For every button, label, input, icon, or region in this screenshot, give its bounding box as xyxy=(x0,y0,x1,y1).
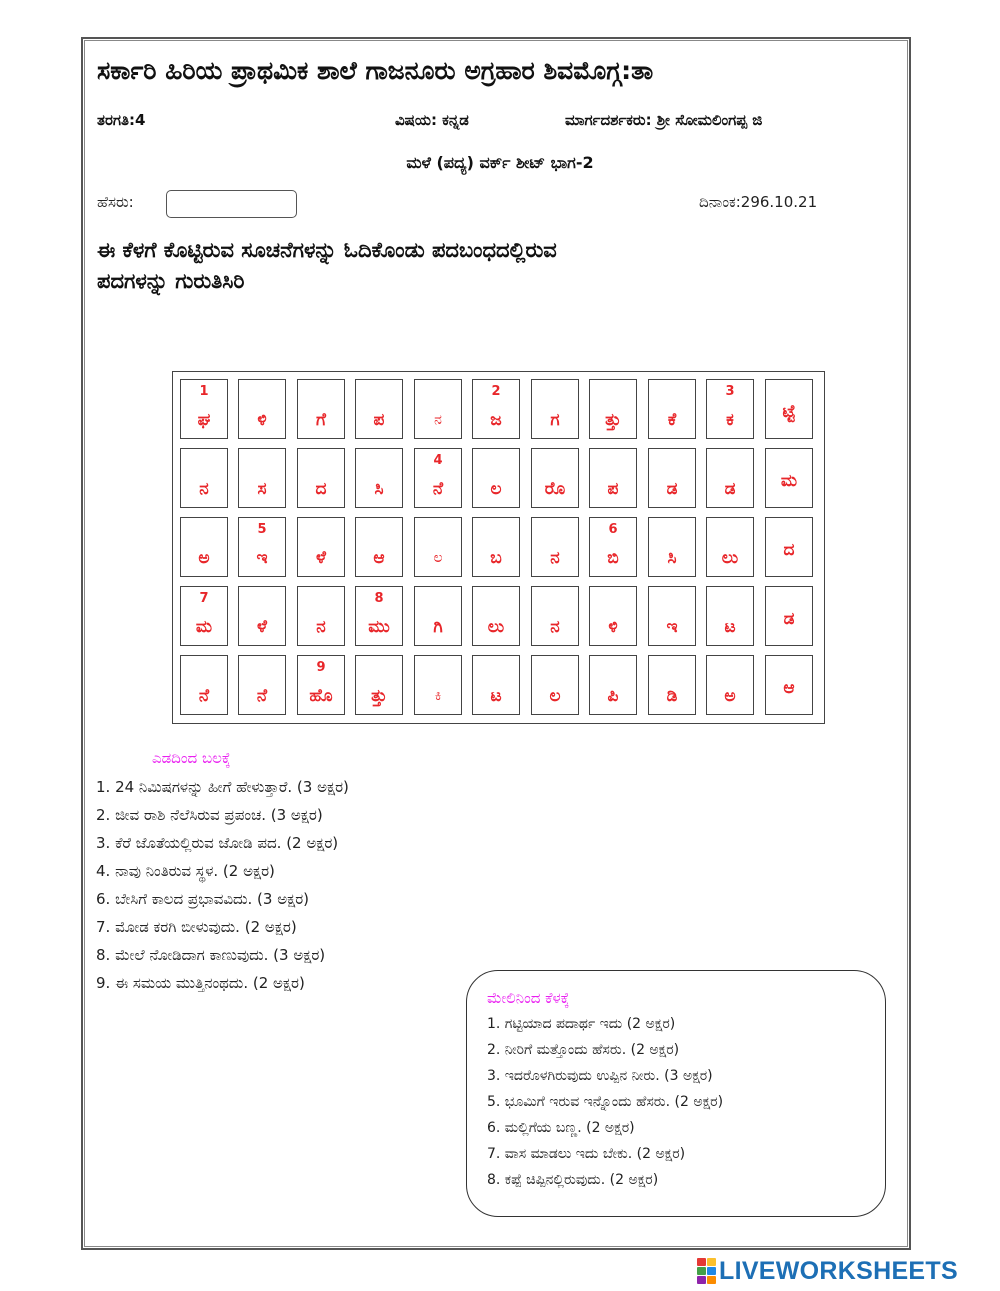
grid-cell[interactable] xyxy=(765,586,813,646)
grid-cell[interactable] xyxy=(472,655,520,715)
class-label: ತರಗತಿ:4 xyxy=(97,111,146,129)
grid-cell[interactable] xyxy=(355,586,403,646)
grid-cell-letter: ನ xyxy=(316,617,326,637)
grid-cell[interactable] xyxy=(238,379,286,439)
down-clue: 6. ಮಲ್ಲಿಗೆಯ ಬಣ್ಣ. (2 ಅಕ್ಷರ) xyxy=(487,1120,635,1136)
liveworksheets-logo-icon xyxy=(697,1258,715,1284)
grid-cell[interactable] xyxy=(706,517,754,577)
grid-cell[interactable] xyxy=(765,655,813,715)
name-label: ಹೆಸರು: xyxy=(97,193,134,211)
grid-cell[interactable] xyxy=(355,517,403,577)
grid-cell[interactable] xyxy=(180,655,228,715)
grid-cell-letter: ಘ xyxy=(197,410,211,430)
instruction-text xyxy=(97,235,857,297)
grid-cell-letter: ತ್ತು xyxy=(605,410,621,430)
grid-cell-letter: ಲ xyxy=(549,686,561,706)
grid-cell-letter: ದ xyxy=(315,479,327,499)
grid-cell-letter: ಮ xyxy=(780,471,798,491)
subject-label: ವಿಷಯ: ಕನ್ನಡ xyxy=(395,111,469,129)
grid-cell-letter: ನ xyxy=(434,412,442,428)
grid-cell-letter: ಡ xyxy=(724,479,736,499)
grid-cell[interactable] xyxy=(765,448,813,508)
grid-cell[interactable] xyxy=(706,655,754,715)
grid-cell-number: 4 xyxy=(433,453,443,468)
grid-cell-letter: ನ xyxy=(550,548,560,568)
grid-cell-letter: ಡ xyxy=(666,479,678,499)
grid-cell[interactable] xyxy=(472,379,520,439)
grid-cell[interactable] xyxy=(180,517,228,577)
grid-cell-letter: ಳಿ xyxy=(257,410,267,430)
grid-cell[interactable] xyxy=(297,655,345,715)
grid-cell[interactable] xyxy=(589,379,637,439)
grid-cell[interactable] xyxy=(355,448,403,508)
grid-cell[interactable] xyxy=(531,586,579,646)
grid-cell[interactable] xyxy=(589,517,637,577)
down-clue: 7. ವಾಸ ಮಾಡಲು ಇದು ಬೇಕು. (2 ಅಕ್ಷರ) xyxy=(487,1146,686,1162)
grid-cell[interactable] xyxy=(648,517,696,577)
date-label: ದಿನಾಂಕ:296.10.21 xyxy=(699,193,818,211)
grid-cell-letter: ಳಿ xyxy=(608,617,618,637)
down-clue: 2. ನೀರಿಗೆ ಮತ್ತೊಂದು ಹೆಸರು. (2 ಅಕ್ಷರ) xyxy=(487,1042,680,1058)
grid-cell-letter: ಳೆ xyxy=(316,548,326,568)
grid-cell-letter: ಪಿ xyxy=(607,686,619,706)
grid-cell-number: 7 xyxy=(199,591,209,606)
grid-cell-letter: ಲು xyxy=(721,548,739,568)
down-clue: 5. ಭೂಮಿಗೆ ಇರುವ ಇನ್ನೊಂದು ಹೆಸರು. (2 ಅಕ್ಷರ) xyxy=(487,1094,724,1110)
grid-cell-letter: ಆ xyxy=(373,548,385,568)
grid-cell[interactable] xyxy=(297,379,345,439)
grid-cell-letter: ಟ xyxy=(724,617,736,637)
grid-cell-letter: ಇ xyxy=(256,548,268,568)
grid-cell[interactable] xyxy=(648,379,696,439)
grid-cell[interactable] xyxy=(589,586,637,646)
grid-cell[interactable] xyxy=(765,517,813,577)
grid-cell[interactable] xyxy=(472,448,520,508)
down-heading: ಮೇಲಿನಿಂದ ಕೆಳಕ್ಕೆ xyxy=(487,989,570,1007)
across-clue: 3. ಕೆರೆ ಜೊತೆಯಲ್ಲಿರುವ ಜೋಡಿ ಪದ. (2 ಅಕ್ಷರ) xyxy=(96,834,339,852)
grid-cell-letter: ಡ xyxy=(783,609,795,629)
down-clue: 1. ಗಟ್ಟಿಯಾದ ಪದಾರ್ಥ ಇದು (2 ಅಕ್ಷರ) xyxy=(487,1016,676,1032)
grid-cell-letter: ಆ xyxy=(783,678,795,698)
across-heading: ಎಡದಿಂದ ಬಲಕ್ಕೆ xyxy=(152,749,231,767)
grid-cell-number: 1 xyxy=(199,384,209,399)
grid-cell[interactable] xyxy=(531,379,579,439)
grid-cell-letter: ಮು xyxy=(368,617,390,637)
liveworksheets-brand: LIVEWORKSHEETS xyxy=(719,1256,958,1285)
guide-label: ಮಾರ್ಗದರ್ಶಕರು: ಶ್ರೀ ಸೋಮಲಿಂಗಪ್ಪ ಜಿ xyxy=(565,111,763,129)
grid-cell[interactable] xyxy=(297,517,345,577)
grid-cell-letter: ಕ xyxy=(726,410,734,430)
grid-cell-letter: ಪ xyxy=(373,410,385,430)
liveworksheets-logo[interactable] xyxy=(697,1256,958,1286)
across-clue: 7. ಮೋಡ ಕರಗಿ ಬೀಳುವುದು. (2 ಅಕ್ಷರ) xyxy=(96,918,297,936)
grid-cell-letter: ಅ xyxy=(198,548,210,568)
down-clue: 8. ಕಪ್ಪೆ ಚಿಪ್ಪಿನಲ್ಲಿರುವುದು. (2 ಅಕ್ಷರ) xyxy=(487,1172,659,1188)
grid-cell-letter: ಸಿ xyxy=(374,479,384,499)
grid-cell[interactable] xyxy=(648,448,696,508)
name-input[interactable] xyxy=(166,190,297,218)
grid-cell[interactable] xyxy=(531,655,579,715)
across-clue: 1. 24 ನಿಮಿಷಗಳನ್ನು ಹೀಗೆ ಹೇಳುತ್ತಾರೆ. (3 ಅಕ್ಷರ) xyxy=(96,778,349,796)
grid-cell-letter: ರೊ xyxy=(544,479,566,499)
grid-cell[interactable] xyxy=(355,379,403,439)
grid-cell[interactable] xyxy=(472,586,520,646)
grid-cell-letter: ದ xyxy=(783,540,795,560)
grid-cell-letter: ನೆ xyxy=(432,479,444,499)
grid-cell-number: 8 xyxy=(374,591,384,606)
grid-cell-letter: ಗೆ xyxy=(316,410,326,430)
grid-cell-letter: ಕಿ xyxy=(434,688,442,704)
grid-cell-letter: ನೆ xyxy=(256,686,268,706)
grid-cell-letter: ಅ xyxy=(724,686,736,706)
grid-cell-letter: ಳೆ xyxy=(257,617,267,637)
crossword-grid xyxy=(172,371,825,724)
down-clue: 3. ಇದರೊಳಗಿರುವುದು ಉಪ್ಪಿನ ನೀರು. (3 ಅಕ್ಷರ) xyxy=(487,1068,713,1084)
grid-cell-letter: ಡಿ xyxy=(666,686,678,706)
grid-cell-letter: ಬ xyxy=(490,548,502,568)
grid-cell[interactable] xyxy=(414,586,462,646)
grid-cell[interactable] xyxy=(706,586,754,646)
across-clue: 9. ಈ ಸಮಯ ಮುತ್ತಿನಂಥದು. (2 ಅಕ್ಷರ) xyxy=(96,974,305,992)
grid-cell-letter: ಗಿ xyxy=(433,617,443,637)
grid-cell-letter: ಬಿ xyxy=(607,548,619,568)
grid-cell[interactable] xyxy=(180,379,228,439)
grid-cell[interactable] xyxy=(238,655,286,715)
grid-cell[interactable] xyxy=(414,517,462,577)
across-clue: 6. ಬೇಸಿಗೆ ಕಾಲದ ಪ್ರಭಾವವಿದು. (3 ಅಕ್ಷರ) xyxy=(96,890,309,908)
grid-cell-letter: ಸ xyxy=(257,479,267,499)
grid-cell[interactable] xyxy=(414,448,462,508)
grid-cell[interactable] xyxy=(297,448,345,508)
grid-cell[interactable] xyxy=(589,448,637,508)
grid-cell-number: 2 xyxy=(491,384,501,399)
grid-cell-number: 9 xyxy=(316,660,326,675)
across-clue: 2. ಜೀವ ರಾಶಿ ನೆಲೆಸಿರುವ ಪ್ರಪಂಚ. (3 ಅಕ್ಷರ) xyxy=(96,806,323,824)
grid-cell[interactable] xyxy=(297,586,345,646)
grid-cell-letter: ಲು xyxy=(487,617,505,637)
grid-cell[interactable] xyxy=(414,655,462,715)
across-clue: 8. ಮೇಲೆ ನೋಡಿದಾಗ ಕಾಣುವುದು. (3 ಅಕ್ಷರ) xyxy=(96,946,326,964)
grid-cell-letter: ಮ xyxy=(195,617,213,637)
grid-cell-number: 6 xyxy=(608,522,618,537)
grid-cell-letter: ಲ xyxy=(490,479,502,499)
grid-cell-letter: ನ xyxy=(199,479,209,499)
instruction-line-2: ಪದಗಳನ್ನು ಗುರುತಿಸಿರಿ xyxy=(97,269,245,293)
grid-cell-letter: ಟ xyxy=(490,686,502,706)
grid-cell-number: 5 xyxy=(257,522,267,537)
grid-cell-letter: ಪ xyxy=(607,479,619,499)
grid-cell[interactable] xyxy=(765,379,813,439)
grid-cell[interactable] xyxy=(648,586,696,646)
instruction-line-1: ಈ ಕೆಳಗೆ ಕೊಟ್ಟಿರುವ ಸೂಚನೆಗಳನ್ನು ಓದಿಕೊಂಡು ಪದಬಂಧದಲ್ಲಿರುವ xyxy=(97,238,557,262)
grid-cell-letter: ಕೆ xyxy=(667,410,677,430)
worksheet-title: ಮಳೆ (ಪದ್ಯ) ವರ್ಕ್ ಶೀಟ್ ಭಾಗ-2 xyxy=(406,153,594,172)
grid-cell-letter: ತ್ತು xyxy=(371,686,387,706)
grid-cell[interactable] xyxy=(180,448,228,508)
grid-cell[interactable] xyxy=(706,448,754,508)
grid-cell[interactable] xyxy=(706,379,754,439)
grid-cell-letter: ನೆ xyxy=(198,686,210,706)
school-title: ಸರ್ಕಾರಿ ಹಿರಿಯ ಪ್ರಾಥಮಿಕ ಶಾಲೆ ಗಾಜನೂರು ಅಗ್ರಹಾರ ಶಿವಮೊಗ್ಗ:ತಾ xyxy=(97,56,654,85)
across-clue: 4. ನಾವು ನಿಂತಿರುವ ಸ್ಥಳ. (2 ಅಕ್ಷರ) xyxy=(96,862,275,880)
grid-cell[interactable] xyxy=(238,517,286,577)
grid-cell[interactable] xyxy=(472,517,520,577)
grid-cell[interactable] xyxy=(531,448,579,508)
grid-cell-letter: ಇ xyxy=(666,617,678,637)
grid-cell[interactable] xyxy=(355,655,403,715)
grid-cell[interactable] xyxy=(414,379,462,439)
grid-cell-letter: ಸಿ xyxy=(667,548,677,568)
grid-cell[interactable] xyxy=(180,586,228,646)
grid-cell-letter: ಗ xyxy=(550,410,560,430)
grid-cell-letter: ಹೊ xyxy=(309,686,333,706)
grid-cell-letter: ನ xyxy=(550,617,560,637)
grid-cell[interactable] xyxy=(238,448,286,508)
grid-cell[interactable] xyxy=(238,586,286,646)
grid-cell[interactable] xyxy=(648,655,696,715)
grid-cell-letter: ಲ xyxy=(433,550,443,566)
grid-cell-number: 3 xyxy=(725,384,735,399)
grid-cell[interactable] xyxy=(531,517,579,577)
grid-cell-letter: ಟ್ಟೆ xyxy=(782,402,796,422)
grid-cell[interactable] xyxy=(589,655,637,715)
grid-cell-letter: ಜ xyxy=(490,410,502,430)
